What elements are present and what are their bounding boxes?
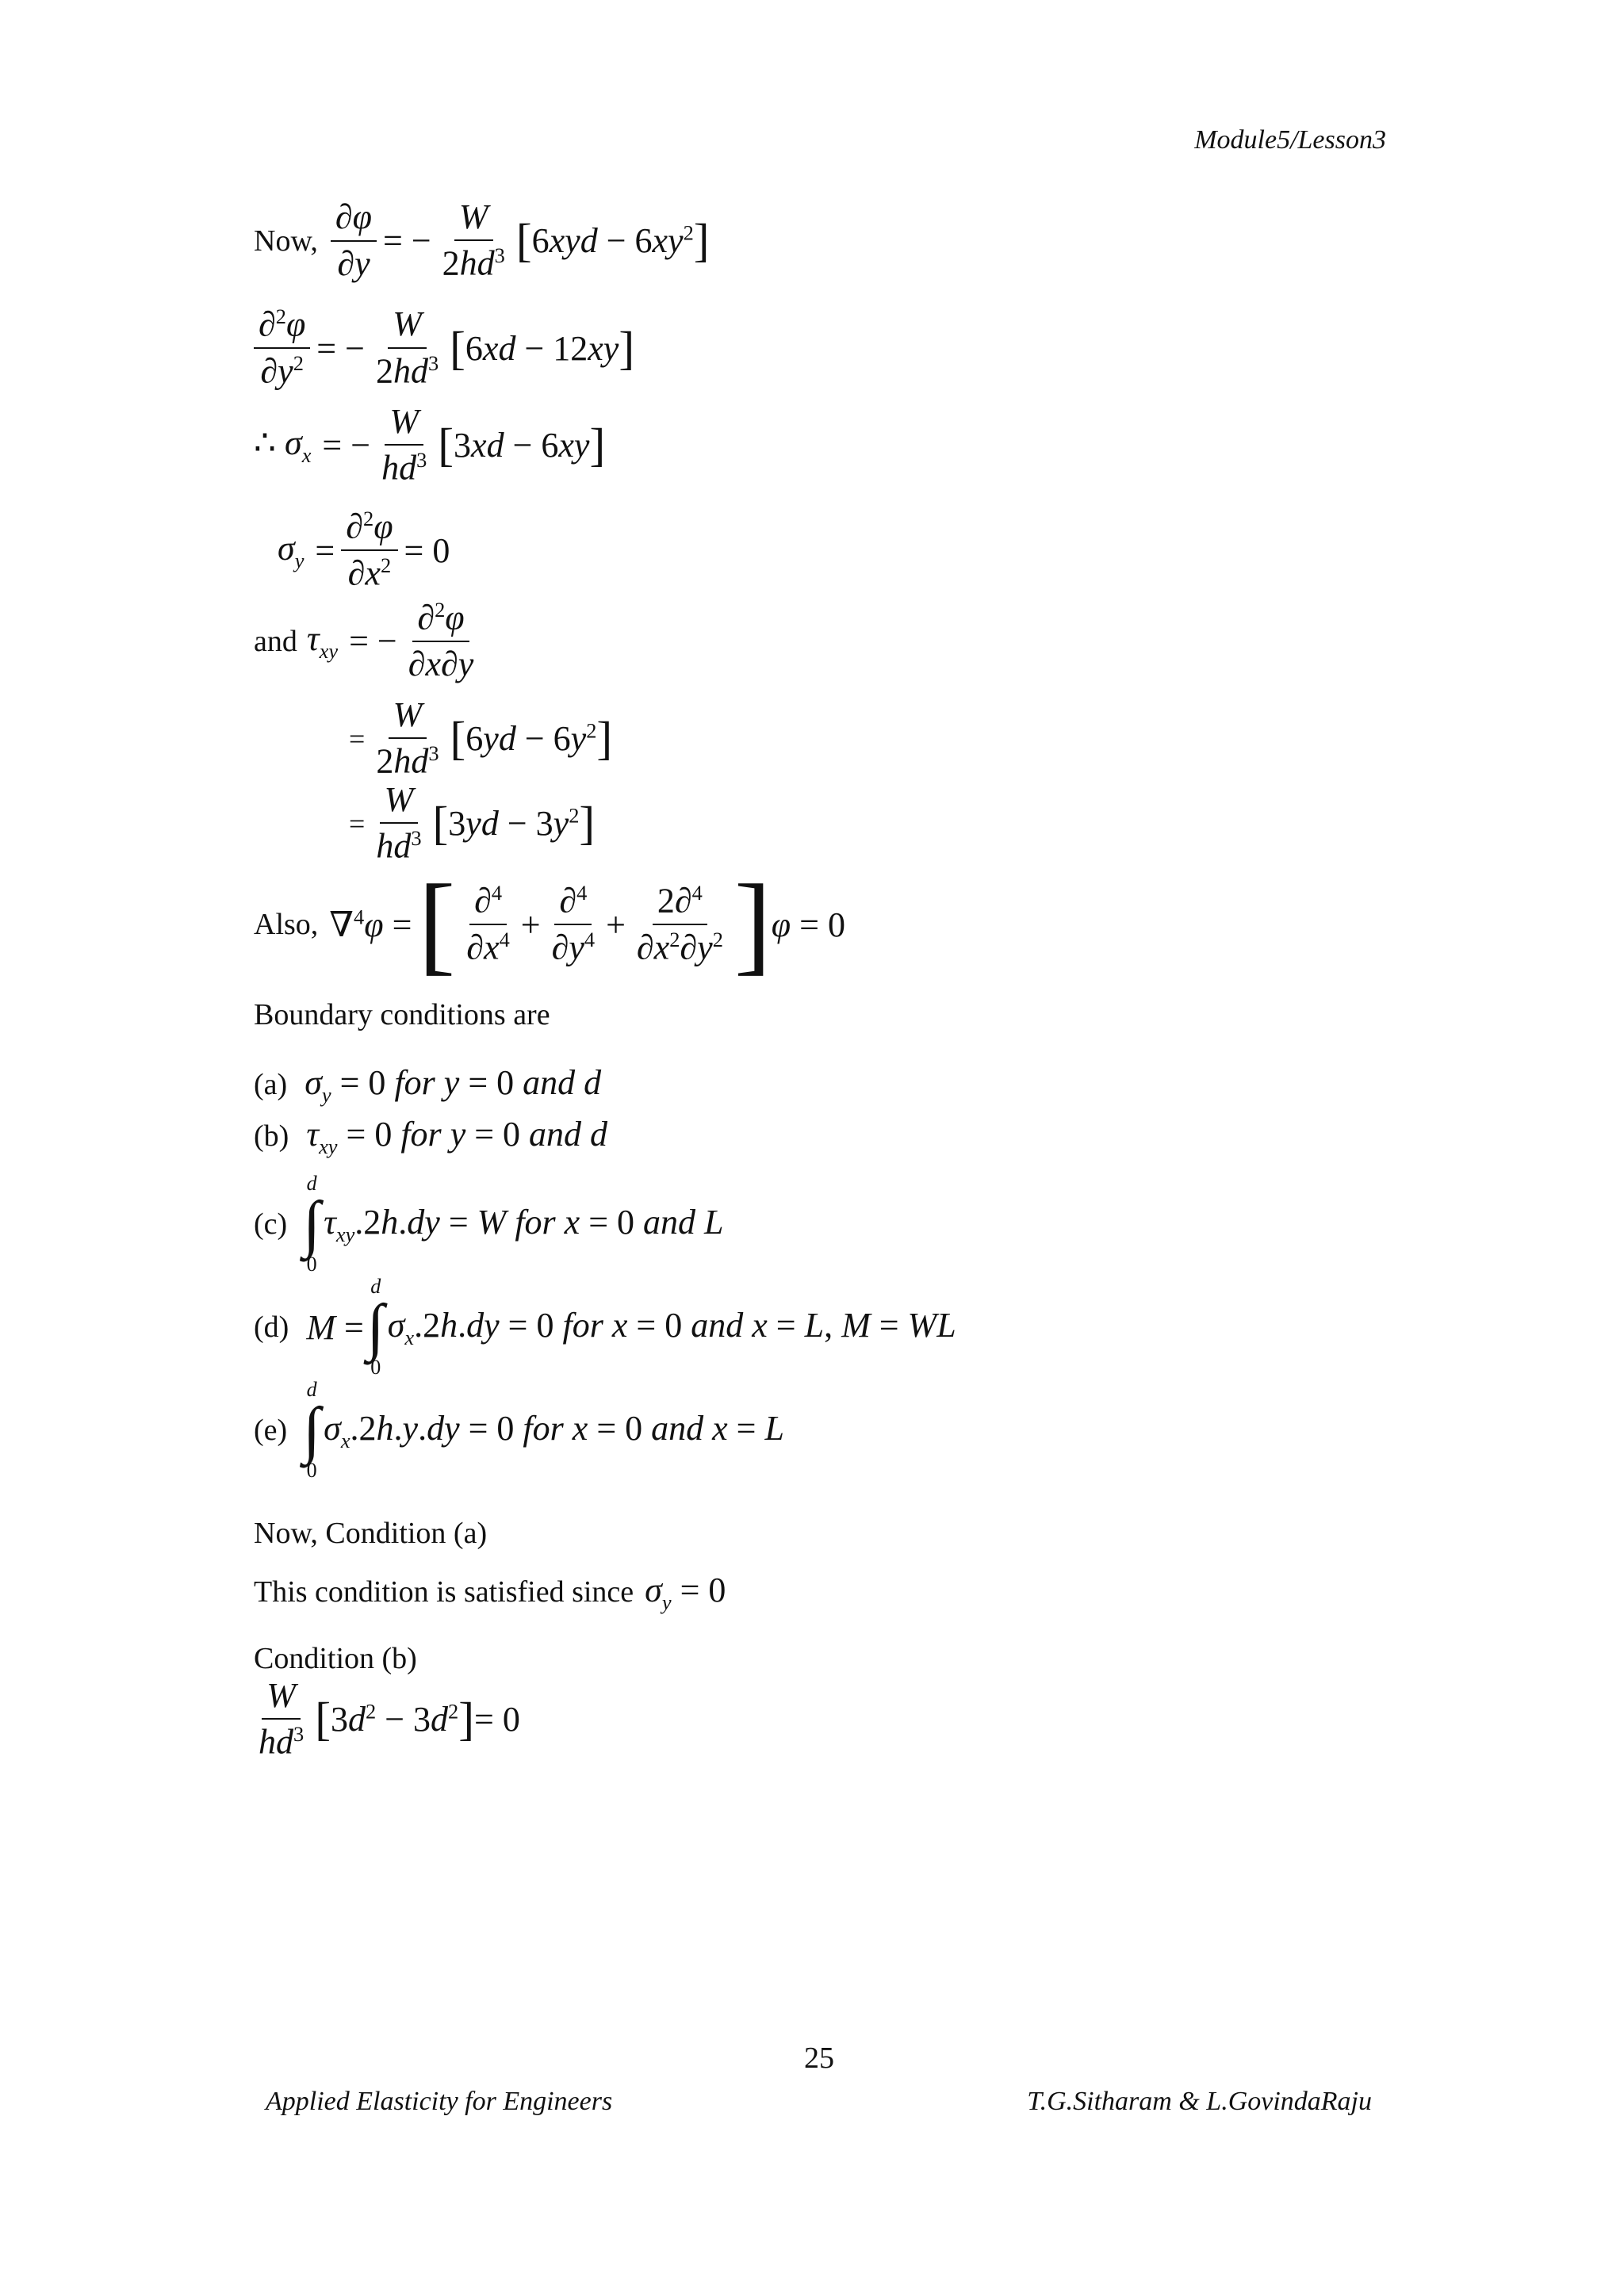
also-label: Also,: [254, 908, 319, 942]
satisfied-text: This condition is satisfied since: [254, 1575, 634, 1609]
now-condition-a: Now, Condition (a): [254, 1517, 488, 1550]
module-header: Module5/Lesson3: [1194, 125, 1386, 155]
equation-sigma-x: ∴ $\sigma_x$ = − $\frac{W}{hd^3}$ [ 3xd − 6xy ]: [254, 402, 606, 488]
condition-a-satisfied: This condition is satisfied since $\sigma_y = 0$: [254, 1571, 726, 1614]
authors: T.G.Sitharam & L.GovindaRaju: [1027, 2087, 1372, 2116]
equation-biharmonic: Also, ∇$^4$φ = [ $\frac{\partial^4}{\partial x^4}$ + $\frac{\partial^4}{\partial y^4}$ + $\frac{2\partial^4}{\partial x^2\partial y^2}$ ] φ = 0: [254, 863, 845, 985]
condition-b-heading: Condition (b): [254, 1642, 417, 1675]
condition-a: (a) $\sigma_y = 0$ for y = 0 and d: [254, 1063, 602, 1107]
book-title: Applied Elasticity for Engineers: [266, 2087, 613, 2116]
condition-c-label: (c): [254, 1207, 288, 1241]
equation-tau-xy-step1: = $\frac{W}{2hd^3}$ [ $6yd - 6y^2$ ]: [349, 695, 613, 782]
condition-d-label: (d): [254, 1311, 289, 1344]
condition-a-label: (a): [254, 1068, 288, 1102]
and-label: and: [254, 624, 297, 658]
now-label: Now,: [254, 224, 318, 258]
boundary-conditions-heading: Boundary conditions are: [254, 998, 550, 1031]
condition-e: (e) d ∫ 0 $\sigma_x.2h.y.dy = 0$ for x = 0 and x = L: [254, 1378, 784, 1482]
equation-tau-xy-step2: = $\frac{W}{hd^3}$ [ $3yd - 3y^2$ ]: [349, 780, 596, 867]
page-number: 25: [804, 2042, 834, 2075]
condition-b: (b) $\tau_{xy} = 0$ for y = 0 and d: [254, 1115, 608, 1158]
equation-tau-xy: and $\tau_{xy}$ = − $\frac{\partial^2\varphi}{\partial x\partial y}$: [254, 598, 474, 684]
equation-condition-b: $\frac{W}{hd^3}$ [ $3d^2 - 3d^2$ ] = 0: [259, 1676, 520, 1762]
condition-d: (d) M = d ∫ 0 $\sigma_x.2h.dy = 0$ for x = 0 and x = L, M = WL: [254, 1275, 956, 1379]
equation-d2phi-dy2: $\frac{\partial^2\varphi}{\partial y^2}$ = − $\frac{W}{2hd^3}$ [ 6xd − 12xy ]: [254, 305, 634, 391]
equation-dphi-dy: Now, $\frac{\partial\varphi}{\partial y}$ = − $\frac{W}{2hd^3}$ [ $6xyd - 6xy^2$ ]: [254, 197, 710, 284]
condition-c: (c) d ∫ 0 $\tau_{xy}.2h.dy = W$ for x = 0 and L: [254, 1172, 724, 1276]
condition-b-label: (b): [254, 1119, 289, 1154]
condition-e-label: (e): [254, 1414, 288, 1447]
equation-sigma-y: $\sigma_y$ = $\frac{\partial^2\varphi}{\partial x^2}$ = 0: [278, 507, 450, 593]
